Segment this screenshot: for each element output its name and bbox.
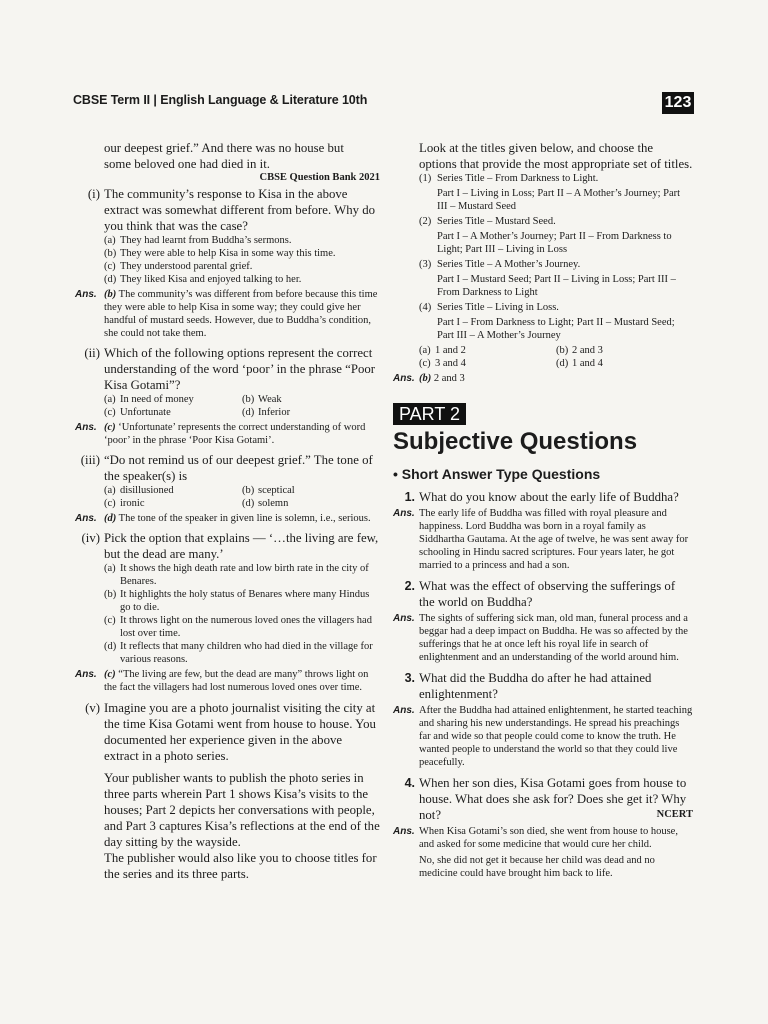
question-4 — [75, 530, 380, 562]
answer — [75, 512, 380, 525]
option-text: sceptical — [258, 485, 295, 496]
question-number: 1. — [404, 490, 415, 504]
option-text: Unfortunate — [120, 407, 171, 418]
option — [104, 406, 242, 419]
intro-line: our deepest grief.” And there was no house but — [104, 141, 344, 155]
options-grid — [104, 484, 380, 510]
answer-label: Ans. — [75, 289, 97, 300]
answer-body — [419, 825, 693, 880]
part-titles: Part I – Living in Loss; Part II – A Mother’s Journey; Part III – Mustard Seed — [437, 188, 681, 212]
right-column — [393, 140, 693, 880]
question-number: 4. — [404, 776, 415, 790]
section-title: Subjective Questions — [393, 428, 638, 455]
part-titles: Part I – A Mother’s Journey; Part II – From Darkness to Light; Part III – Living in Loss — [437, 231, 672, 255]
series-title: Series Title – From Darkness to Light. — [437, 173, 599, 184]
answer-label: Ans. — [393, 508, 415, 519]
answer-key: (c) — [104, 669, 116, 680]
option — [104, 614, 380, 640]
answer-text: The sights of suffering sick man, old man, funeral process and a beggar had a deep impact on Buddha. He was so affected by the sufferings that he at once left his royal life in search of enlightenment and an understanding of the world around him. — [419, 613, 688, 663]
page-number: 123 — [662, 92, 694, 114]
running-header: CBSE Term II | English Language & Literature 10th — [73, 93, 368, 107]
option-letter: (c) — [104, 498, 116, 509]
option-letter: (d) — [242, 407, 255, 418]
options-list — [104, 562, 380, 666]
question-number: (v) — [85, 701, 100, 715]
option-letter: (a) — [104, 485, 116, 496]
answer-text: “The living are few, but the dead are many” throws light on the fact the villagers had lost numerous loved ones over time. — [104, 669, 369, 693]
answer-key: (c) — [104, 422, 116, 433]
answer — [75, 421, 380, 447]
answer — [393, 825, 693, 880]
option — [104, 247, 380, 260]
option-letter: (d) — [556, 358, 569, 369]
option-letter: (b) — [104, 589, 117, 600]
option-letter: (b) — [242, 485, 255, 496]
option — [556, 344, 693, 357]
left-column — [75, 140, 380, 882]
option-letter: (c) — [104, 261, 116, 272]
options-grid — [419, 344, 693, 370]
question-3 — [75, 452, 380, 484]
subjective-question-2 — [393, 578, 693, 610]
option-letter: (b) — [104, 248, 117, 259]
title-number: (4) — [419, 302, 432, 313]
option-letter: (d) — [104, 641, 117, 652]
option-letter: (a) — [104, 235, 116, 246]
question-number: (i) — [87, 187, 100, 201]
question-paragraph: The publisher would also like you to choose titles for the series and its three parts. — [104, 851, 377, 881]
option-text: They were able to help Kisa in some way this time. — [120, 248, 336, 259]
answer-label: Ans. — [75, 513, 97, 524]
option-text: disillusioned — [120, 485, 174, 496]
source-note: CBSE Question Bank 2021 — [259, 172, 380, 183]
option — [104, 260, 380, 273]
question-number: 2. — [404, 579, 415, 593]
question-number: (iii) — [80, 453, 100, 467]
title-set-2 — [393, 215, 693, 256]
answer-text: The community’s was different from before because this time they were able to help Kisa in some way; they could give her handful of mustard seeds. However, due to Buddha’s condition, she could not take them. — [104, 289, 378, 339]
question-text: Pick the option that explains — ‘…the living are few, but the dead are many.’ — [104, 531, 379, 561]
option-letter: (d) — [104, 274, 117, 285]
question-text — [419, 775, 693, 823]
option — [242, 406, 380, 419]
question-text: Which of the following options represent the correct understanding of the word ‘poor’ in the phrase “Poor Kisa Gotami”? — [104, 346, 376, 392]
answer — [75, 668, 380, 694]
option-letter: (a) — [419, 345, 431, 356]
option-text: Inferior — [258, 407, 291, 418]
option — [419, 344, 556, 357]
option-letter: (b) — [556, 345, 569, 356]
subjective-question-3 — [393, 670, 693, 702]
question-2 — [75, 345, 380, 393]
answer-text: The early life of Buddha was filled with royal pleasure and happiness. Lord Buddha was born in a royal family as Siddhartha Gautama. At the age of twelve, he was sent away for schooling in Hindu sacred scriptures. Four years later, he got married to a princess and had a son. — [419, 508, 689, 571]
option-text: 2 and 3 — [572, 345, 603, 356]
title-set-3 — [393, 258, 693, 299]
answer — [393, 704, 693, 769]
option-letter: (c) — [104, 615, 116, 626]
option-letter: (c) — [104, 407, 116, 418]
answer-key: (d) — [104, 513, 117, 524]
intro-text — [75, 140, 380, 172]
option — [556, 357, 693, 370]
option — [104, 588, 380, 614]
title-number: (1) — [419, 173, 432, 184]
options-list — [104, 234, 380, 286]
question-number: (ii) — [84, 346, 100, 360]
option-text: solemn — [258, 498, 289, 509]
question-text: The community’s response to Kisa in the above extract was somewhat different from before. Why do you think that was the case? — [104, 187, 376, 233]
question-text-body: When her son dies, Kisa Gotami goes from house to house. What does she ask for? Does she get it? Why not? — [419, 776, 687, 822]
option — [104, 562, 380, 588]
answer-text: 2 and 3 — [431, 373, 465, 384]
option — [104, 497, 242, 510]
option-text: It highlights the holy status of Benares where many Hindus go to die. — [120, 589, 370, 613]
option-text: Weak — [258, 394, 282, 405]
option — [104, 484, 242, 497]
question-1 — [75, 186, 380, 234]
option — [104, 234, 380, 247]
option-letter: (b) — [242, 394, 255, 405]
question-text: “Do not remind us of our deepest grief.” The tone of the speaker(s) is — [104, 453, 373, 483]
question-text: What do you know about the early life of Buddha? — [419, 490, 679, 504]
intro-line: some beloved one had died in it. — [104, 157, 270, 171]
answer-label: Ans. — [393, 373, 415, 384]
part-label: PART 2 — [393, 403, 466, 425]
series-title: Series Title – Mustard Seed. — [437, 216, 556, 227]
answer-label: Ans. — [393, 613, 415, 624]
titles-intro: Look at the titles given below, and choose the options that provide the most appropriate set of titles. — [419, 141, 693, 171]
option-text: They had learnt from Buddha’s sermons. — [120, 235, 292, 246]
answer-label: Ans. — [75, 669, 97, 680]
answer-text: No, she did not get it because her child was dead and no medicine could have brought him back to life. — [419, 855, 655, 879]
answer-key: (b) — [104, 289, 117, 300]
option-text: They liked Kisa and enjoyed talking to her. — [120, 274, 302, 285]
option-letter: (a) — [104, 394, 116, 405]
title-number: (2) — [419, 216, 432, 227]
answer-text: The tone of the speaker in given line is solemn, i.e., serious. — [116, 513, 371, 524]
options-grid — [104, 393, 380, 419]
option-text: In need of money — [120, 394, 194, 405]
answer-label: Ans. — [393, 826, 415, 837]
option-text: It throws light on the numerous loved ones the villagers had lost over time. — [120, 615, 372, 639]
question-text: Imagine you are a photo journalist visiting the city at the time Kisa Gotami went from house to house. You documented her experience given in the above extract in a photo series. — [104, 701, 376, 763]
option-text: It shows the high death rate and low birth rate in the city of Benares. — [120, 563, 369, 587]
option-text: 3 and 4 — [435, 358, 466, 369]
source-tag: NCERT — [656, 809, 693, 820]
subsection-title: • Short Answer Type Questions — [393, 466, 601, 482]
option-text: ironic — [120, 498, 145, 509]
option-text: 1 and 2 — [435, 345, 466, 356]
subjective-question-4 — [393, 775, 693, 823]
question-text: What did the Buddha do after he had attained enlightenment? — [419, 671, 652, 701]
answer — [393, 372, 693, 385]
series-title: Series Title – Living in Loss. — [437, 302, 559, 313]
series-title: Series Title – A Mother’s Journey. — [437, 259, 581, 270]
answer-text: ‘Unfortunate’ represents the correct understanding of word ‘poor’ in the phrase ‘Poor Kisa Gotami’. — [104, 422, 366, 446]
option — [104, 640, 380, 666]
question-number: (iv) — [81, 531, 100, 545]
question-5 — [75, 700, 380, 764]
subjective-question-1 — [393, 489, 693, 505]
question-number: 3. — [404, 671, 415, 685]
answer-text: When Kisa Gotami’s son died, she went from house to house, and asked for some medicine that would cure her child. — [419, 826, 678, 850]
option — [104, 393, 242, 406]
option-letter: (a) — [104, 563, 116, 574]
title-set-1 — [393, 172, 693, 213]
option — [242, 484, 380, 497]
option — [104, 273, 380, 286]
part-titles: Part I – Mustard Seed; Part II – Living in Loss; Part III – From Darkness to Light — [437, 274, 676, 298]
answer-label: Ans. — [75, 422, 97, 433]
option-text: They understood parental grief. — [120, 261, 253, 272]
option-letter: (c) — [419, 358, 431, 369]
answer-text: After the Buddha had attained enlightenment, he started teaching and sharing his new understandings. He spread his preachings far and wide so that people could come to know the truth. He wanted people to understand the world so that they could live peacefully. — [419, 705, 693, 768]
option-text: It reflects that many children who had died in the village for various reasons. — [120, 641, 373, 665]
answer-key: (b) — [419, 373, 432, 384]
option — [419, 357, 556, 370]
answer — [393, 507, 693, 572]
title-number: (3) — [419, 259, 432, 270]
question-text: What was the effect of observing the sufferings of the world on Buddha? — [419, 579, 676, 609]
option — [242, 497, 380, 510]
option-text: 1 and 4 — [572, 358, 603, 369]
title-set-4 — [393, 301, 693, 342]
option — [242, 393, 380, 406]
answer-label: Ans. — [393, 705, 415, 716]
answer — [393, 612, 693, 664]
question-paragraph: Your publisher wants to publish the photo series in three parts wherein Part 1 shows Kisa’s visits to the houses; Part 2 depicts her conversations with people, and Part 3 captures Kisa’s reflections at the end of the day sitting by the wayside. — [104, 771, 380, 849]
part-titles: Part I – From Darkness to Light; Part II – Mustard Seed; Part III – A Mother’s Journey — [437, 317, 675, 341]
option-letter: (d) — [242, 498, 255, 509]
answer — [75, 288, 380, 340]
